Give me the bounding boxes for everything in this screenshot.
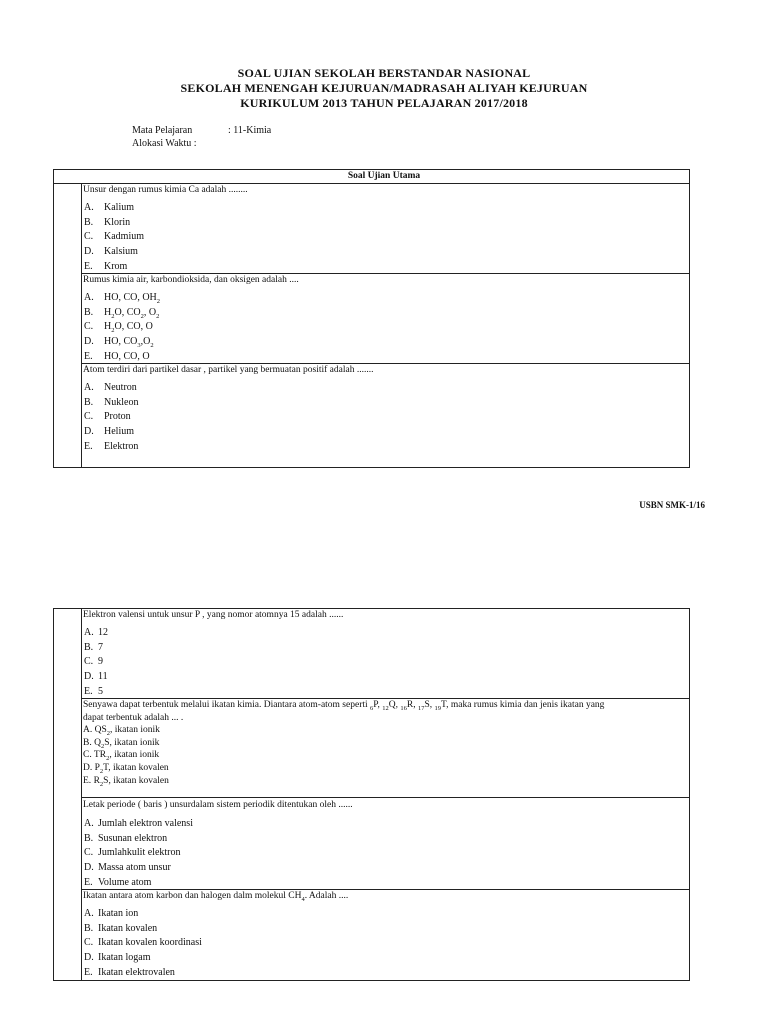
option-e — [84, 351, 150, 363]
option-text — [104, 336, 154, 350]
option-c — [84, 321, 153, 337]
subscript: 4 — [301, 895, 305, 903]
subscript: 2 — [140, 312, 144, 320]
option-text — [94, 738, 159, 748]
text-fragment: Q, — [388, 700, 401, 710]
option-text — [95, 763, 169, 773]
option-text: 11 — [98, 671, 108, 683]
text-fragment: Q — [94, 737, 101, 748]
option-letter: C. — [84, 656, 94, 668]
option-e — [84, 877, 151, 889]
option-text: Nukleon — [104, 396, 139, 408]
option-letter: E. — [84, 876, 93, 888]
option-text — [95, 725, 160, 735]
option-text: 12 — [98, 627, 108, 638]
subscript: 2 — [150, 342, 154, 350]
option-letter: A. — [83, 725, 95, 735]
option-a — [84, 908, 138, 920]
text-fragment: TR — [93, 750, 107, 761]
option-text — [104, 351, 150, 362]
option-letter: E. — [84, 350, 93, 362]
option-b — [84, 642, 103, 654]
text-fragment: R, — [406, 700, 418, 710]
table-header-divider — [53, 183, 690, 184]
option-e — [84, 967, 175, 979]
text-fragment: T, maka rumus kimia dan jenis ikatan yang — [441, 700, 605, 710]
subscript: 2 — [111, 327, 115, 335]
number-column-divider — [81, 608, 82, 981]
option-e — [84, 686, 103, 698]
atomic-number: 19 — [434, 704, 442, 712]
atomic-number: 12 — [382, 704, 389, 712]
question-4-text: Elektron valensi untuk unsur P , yang nomor atomnya 15 adalah ...... — [83, 610, 344, 620]
exam-title: SOAL UJIAN SEKOLAH BERSTANDAR NASIONAL — [237, 66, 531, 80]
option-a — [84, 818, 193, 830]
option-letter: B. — [84, 922, 94, 934]
option-c — [84, 656, 103, 668]
option-text: Ikatan logam — [98, 952, 151, 964]
atomic-number: 17 — [417, 704, 425, 712]
option-text: 5 — [98, 685, 103, 697]
question-5-text — [83, 700, 687, 714]
text-fragment: Senyawa dapat terbentuk melalui ikatan kimia. Diantara atom-atom seperti — [83, 700, 371, 710]
text-fragment: , O — [143, 306, 157, 318]
option-text: Volume atom — [98, 876, 152, 888]
curriculum-title: KURIKULUM 2013 TAHUN PELAJARAN 2017/2018 — [240, 96, 528, 110]
option-d — [84, 862, 171, 874]
option-letter: D. — [84, 426, 94, 438]
subscript: 2 — [156, 298, 161, 305]
option-text: Kalium — [104, 202, 134, 213]
option-text — [104, 292, 160, 303]
option-text: Kalsium — [104, 246, 138, 258]
option-letter: C. — [84, 937, 94, 949]
text-fragment: , ikatan ionik — [109, 750, 160, 761]
text-fragment: HO, CO — [104, 336, 138, 348]
option-d — [84, 336, 154, 352]
option-text: Krom — [104, 260, 128, 272]
subscript: 2 — [99, 780, 104, 788]
option-text: Helium — [104, 426, 134, 438]
option-c — [84, 231, 144, 243]
text-fragment: HO, CO, OH — [104, 292, 157, 303]
option-a — [84, 627, 108, 639]
row-divider — [81, 698, 690, 699]
text-fragment: , ikatan ionik — [110, 725, 160, 735]
text-fragment: O, CO — [114, 306, 141, 318]
option-text: Susunan elektron — [98, 832, 168, 844]
text-fragment: HO, CO, O — [104, 350, 150, 362]
option-letter: B. — [84, 216, 94, 228]
question-1-text: Unsur dengan rumus kimia Ca adalah ........ — [83, 185, 248, 195]
question-7-text — [83, 891, 348, 905]
text-fragment: S, ikatan kovalen — [103, 775, 169, 786]
option-text: Ikatan ion — [98, 908, 139, 919]
text-fragment: . Adalah .... — [304, 891, 349, 901]
row-divider — [81, 889, 690, 890]
option-letter: E. — [84, 685, 93, 697]
option-text — [94, 776, 169, 786]
option-letter: C. — [84, 231, 94, 243]
time-label: Alokasi Waktu : — [132, 138, 197, 149]
option-text: Ikatan kovalen — [98, 922, 158, 934]
option-b — [84, 307, 159, 323]
option-e — [83, 775, 169, 791]
option-text: Jumlah elektron valensi — [98, 818, 193, 829]
option-text: Klorin — [104, 216, 131, 228]
option-letter: E. — [84, 440, 93, 452]
option-text — [104, 321, 153, 335]
option-text: Proton — [104, 411, 131, 423]
option-letter: D. — [84, 952, 94, 964]
option-letter: B. — [84, 306, 94, 318]
page-footer: USBN SMK-1/16 — [639, 500, 705, 510]
option-letter: A. — [84, 627, 94, 638]
option-letter: D. — [84, 862, 94, 874]
option-letter: A. — [84, 292, 94, 303]
text-fragment: ,O — [140, 336, 151, 348]
text-fragment: Ikatan antara atom karbon dan halogen dalm molekul CH — [83, 891, 302, 901]
option-letter: C. — [84, 411, 94, 423]
option-letter: D. — [83, 763, 95, 774]
text-fragment: H — [104, 321, 112, 333]
subscript: 2 — [106, 729, 111, 737]
question-5-text-line2: dapat terbentuk adalah ... . — [83, 713, 184, 723]
text-fragment: P, — [373, 700, 383, 710]
option-letter: A. — [84, 818, 94, 829]
subscript: 2 — [111, 312, 115, 320]
subject-value: : 11-Kimia — [228, 125, 272, 136]
subject-label: Mata Pelajaran — [132, 125, 193, 136]
option-letter: E. — [83, 775, 94, 786]
text-fragment: QS — [94, 725, 107, 735]
question-2-text: Rumus kimia air, karbondioksida, dan oksigen adalah .... — [83, 275, 299, 285]
text-fragment: T, ikatan kovalen — [103, 763, 169, 774]
question-6-text: Letak periode ( baris ) unsurdalam sistem periodik ditentukan oleh ...... — [83, 800, 353, 810]
option-d — [84, 426, 134, 438]
subscript: 2 — [99, 767, 104, 775]
option-letter: D. — [84, 671, 94, 683]
option-letter: D. — [84, 246, 94, 258]
atomic-number: 16 — [400, 704, 407, 712]
option-text: Neutron — [104, 382, 137, 393]
option-text — [93, 750, 160, 763]
option-text: Elektron — [104, 440, 139, 452]
option-letter: E. — [84, 260, 93, 272]
subscript: 3 — [137, 342, 141, 350]
option-text: Massa atom unsur — [98, 862, 171, 874]
row-divider — [81, 363, 690, 364]
option-d — [84, 246, 138, 258]
option-letter: B. — [84, 641, 94, 653]
option-d — [84, 671, 108, 683]
option-letter: A. — [84, 382, 94, 393]
option-text: Ikatan kovalen koordinasi — [98, 937, 202, 949]
option-a — [84, 202, 134, 214]
subscript: 2 — [156, 312, 160, 320]
option-letter: C. — [84, 847, 94, 859]
text-fragment: S, — [424, 700, 435, 710]
school-type-title: SEKOLAH MENENGAH KEJURUAN/MADRASAH ALIYAH KEJURUAN — [180, 81, 588, 95]
option-text — [104, 307, 159, 318]
text-fragment: P — [94, 763, 100, 774]
option-letter: C. — [83, 750, 94, 761]
table-header: Soal Ujian Utama — [347, 171, 421, 181]
option-d — [84, 952, 150, 964]
option-letter: D. — [84, 336, 94, 348]
option-a — [84, 292, 160, 308]
option-letter: B. — [84, 396, 94, 408]
question-3-text: Atom terdiri dari partikel dasar , partikel yang bermuatan positif adalah ....... — [83, 365, 374, 375]
atomic-number: 6 — [370, 704, 374, 712]
option-text: Jumlahkulit elektron — [98, 847, 181, 859]
option-text: Kadmium — [104, 231, 144, 243]
option-text: 9 — [98, 656, 103, 668]
option-c — [84, 411, 131, 423]
option-text: 7 — [98, 641, 103, 653]
option-b — [84, 923, 157, 935]
option-b — [84, 397, 138, 409]
option-b — [84, 217, 130, 229]
text-fragment: S, ikatan ionik — [104, 737, 160, 748]
option-letter: B. — [84, 832, 94, 844]
subscript: 2 — [106, 755, 110, 763]
option-e — [84, 441, 138, 453]
text-fragment: O, CO, O — [114, 321, 153, 333]
option-a — [84, 382, 137, 394]
option-letter: A. — [84, 202, 94, 213]
text-fragment: H — [104, 306, 112, 318]
option-c — [84, 937, 202, 949]
option-text: Ikatan elektrovalen — [98, 966, 175, 978]
option-b — [84, 833, 167, 845]
option-letter: E. — [84, 966, 93, 978]
option-letter: A. — [84, 908, 94, 919]
option-letter: C. — [84, 321, 94, 333]
option-c — [84, 847, 181, 859]
option-e — [84, 261, 127, 273]
number-column-divider — [81, 183, 82, 468]
row-divider — [81, 273, 690, 274]
text-fragment: R — [93, 775, 100, 786]
row-divider — [81, 797, 690, 798]
subscript: 2 — [100, 742, 105, 750]
option-letter: B. — [83, 737, 95, 748]
